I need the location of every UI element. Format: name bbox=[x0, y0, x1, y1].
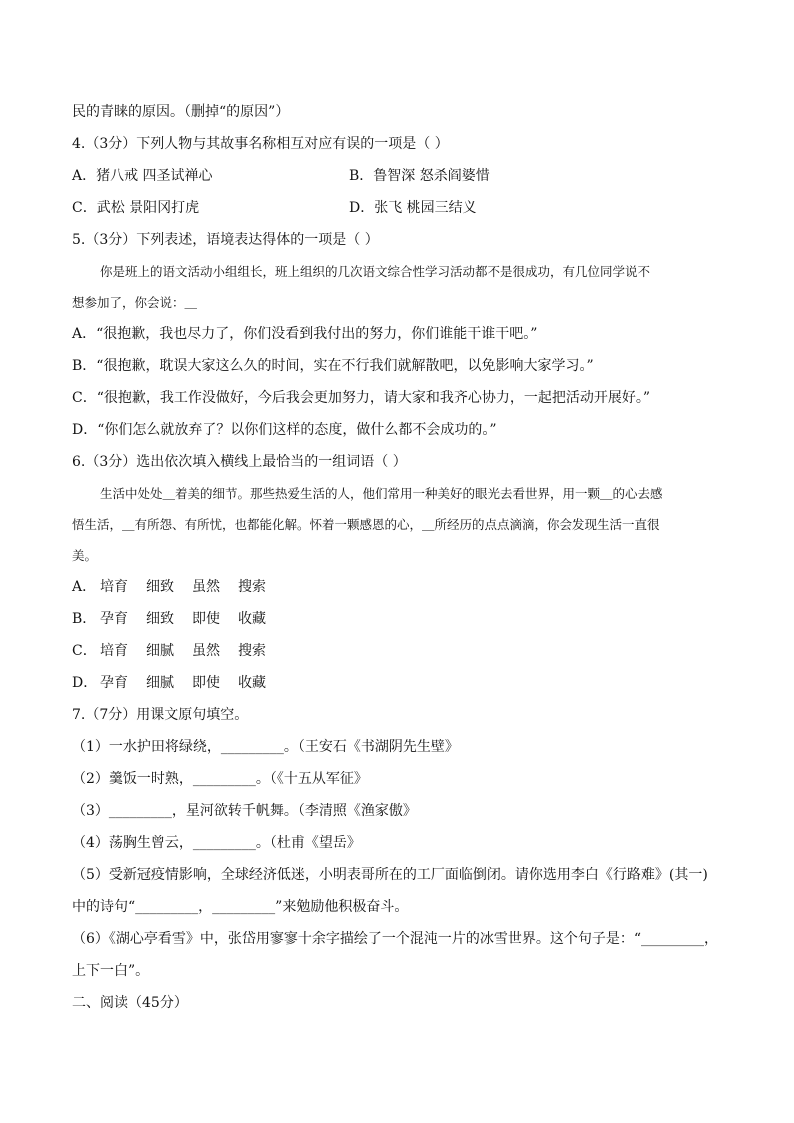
question-5-option-a: A．“很抱歉，我也尽力了，你们没看到我付出的努力，你们谁能干谁干吧。” bbox=[72, 326, 538, 342]
question-4 bbox=[72, 128, 722, 224]
option-word: 即使 bbox=[192, 675, 220, 691]
question-5-passage-line-1: 你是班上的语文活动小组组长，班上组织的几次语文综合性学习活动都不是很成功，有几位同学说不 bbox=[100, 264, 651, 279]
option-word: 培育 bbox=[100, 643, 128, 659]
question-7-item-6-line-1: （6）《湖心亭看雪》中，张岱用寥寥十余字描绘了一个混沌一片的冰雪世界。这个句子是：“_________， bbox=[72, 931, 719, 947]
question-6-option-a bbox=[72, 571, 722, 603]
question-6 bbox=[72, 446, 722, 699]
question-7-item-6-line-2: 上下一白”。 bbox=[72, 963, 150, 979]
option-word: 搜索 bbox=[238, 643, 266, 659]
question-6-option-b bbox=[72, 603, 722, 635]
question-5 bbox=[72, 224, 722, 446]
option-label: B． bbox=[72, 611, 97, 627]
option-word: 细致 bbox=[146, 579, 174, 595]
option-word: 虽然 bbox=[192, 579, 220, 595]
option-word: 孕育 bbox=[100, 611, 128, 627]
question-6-option-d bbox=[72, 667, 722, 699]
option-word: 虽然 bbox=[192, 643, 220, 659]
question-6-title: 6.（3分）选出依次填入横线上最恰当的一组词语（ ） bbox=[72, 454, 407, 470]
question-7-item-3: （3）_________，星河欲转千帆舞。（李清照《渔家傲》 bbox=[72, 803, 417, 819]
question-7-item-2: （2）羹饭一时熟，_________。（《十五从军征》 bbox=[72, 771, 368, 787]
question-6-passage-line-2: 悟生活，＿有所怨、有所忧，也都能化解。怀着一颗感恩的心，＿所经历的点点滴滴，你会发现生活一直很 bbox=[72, 517, 660, 532]
question-4-option-b: B．鲁智深 怒杀阎婆惜 bbox=[349, 168, 490, 184]
question-7-item-5-line-1: （5）受新冠疫情影响，全球经济低迷，小明表哥所在的工厂面临倒闭。请你选用李白《行路难》(其一) bbox=[72, 867, 708, 883]
option-word: 收藏 bbox=[238, 611, 266, 627]
question-4-options-row-2 bbox=[72, 192, 722, 224]
question-7-item-5-line-2: 中的诗句“_________，_________”来勉励他积极奋斗。 bbox=[72, 899, 409, 915]
section-2-heading: 二、阅读（45分） bbox=[72, 995, 188, 1011]
question-4-option-c: C．武松 景阳冈打虎 bbox=[72, 200, 200, 216]
option-word: 培育 bbox=[100, 579, 128, 595]
option-word: 搜索 bbox=[238, 579, 266, 595]
option-word: 细腻 bbox=[146, 643, 174, 659]
intro-line: 民的青睐的原因。（删掉“的原因”） bbox=[72, 104, 290, 120]
question-7-item-4: （4）荡胸生曾云，_________。（杜甫《望岳》 bbox=[72, 835, 361, 851]
question-5-title: 5.（3分）下列表述，语境表达得体的一项是（ ） bbox=[72, 232, 379, 248]
question-7 bbox=[72, 699, 722, 987]
option-label: C． bbox=[72, 643, 97, 659]
question-7-title: 7.（7分）用课文原句填空。 bbox=[72, 707, 249, 723]
question-6-passage-line-3: 美。 bbox=[72, 548, 98, 563]
page-content bbox=[72, 96, 722, 1019]
question-5-option-b: B．“很抱歉，耽误大家这么久的时间，实在不行我们就解散吧，以免影响大家学习。” bbox=[72, 358, 594, 374]
option-word: 细致 bbox=[146, 611, 174, 627]
option-word: 即使 bbox=[192, 611, 220, 627]
question-7-item-1: （1）一水护田将绿绕，_________。（王安石《书湖阴先生壁》 bbox=[72, 739, 459, 755]
option-word: 细腻 bbox=[146, 675, 174, 691]
question-5-option-c: C．“很抱歉，我工作没做好，今后我会更加努力，请大家和我齐心协力，一起把活动开展好。” bbox=[72, 390, 651, 406]
question-4-options-row-1 bbox=[72, 160, 722, 192]
option-word: 孕育 bbox=[100, 675, 128, 691]
question-6-option-c bbox=[72, 635, 722, 667]
option-label: D． bbox=[72, 675, 98, 691]
option-word: 收藏 bbox=[238, 675, 266, 691]
question-4-title: 4.（3分）下列人物与其故事名称相互对应有误的一项是（ ） bbox=[72, 136, 449, 152]
option-label: A． bbox=[72, 579, 97, 595]
question-6-passage-line-1: 生活中处处＿着美的细节。那些热爱生活的人，他们常用一种美好的眼光去看世界，用一颗＿的心去感 bbox=[100, 486, 663, 501]
question-4-option-a: A．猪八戒 四圣试禅心 bbox=[72, 168, 213, 184]
question-4-option-d: D．张飞 桃园三结义 bbox=[349, 200, 477, 216]
question-5-passage-line-2: 想参加了，你会说：＿ bbox=[72, 295, 198, 310]
question-5-option-d: D．“你们怎么就放弃了？以你们这样的态度，做什么都不会成功的。” bbox=[72, 422, 497, 438]
